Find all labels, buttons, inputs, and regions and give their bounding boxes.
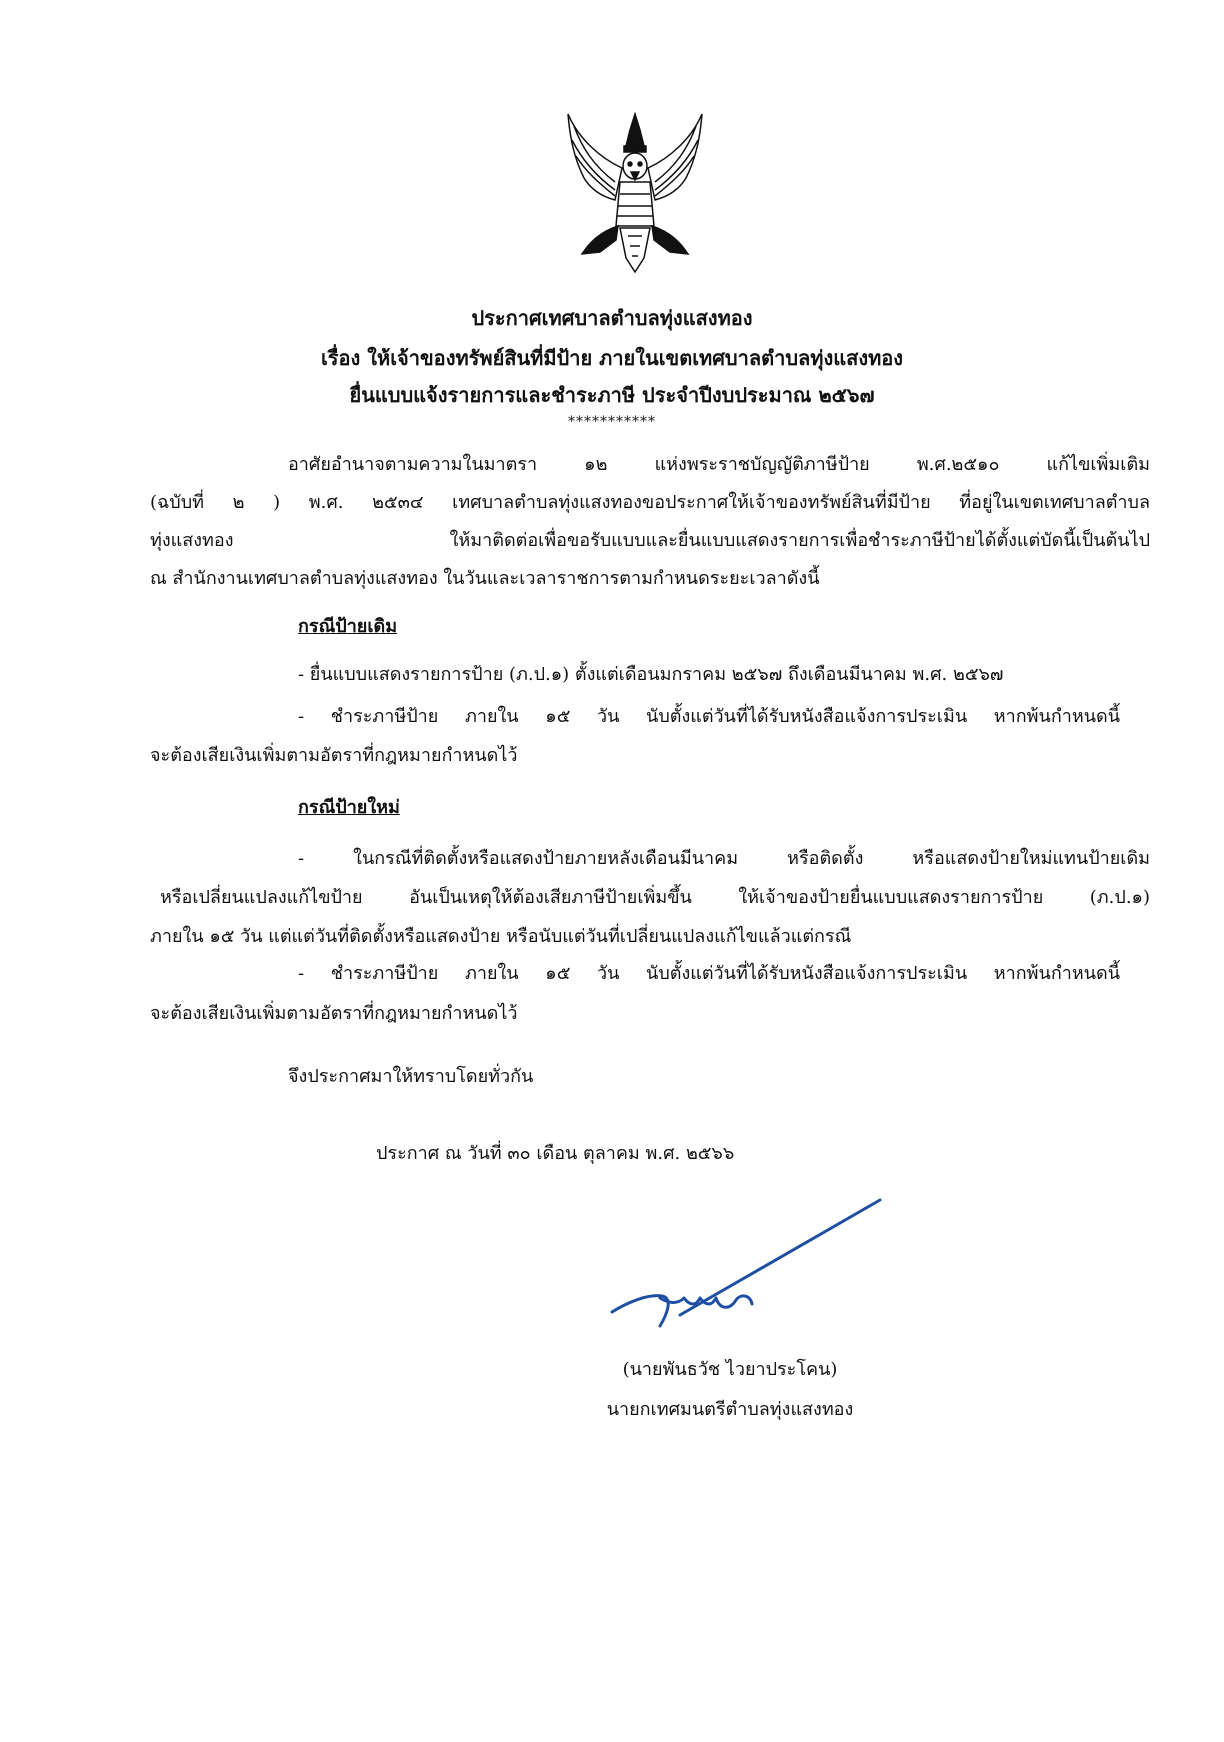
announcement-subject-continued: ยื่นแบบแจ้งรายการและชำระภาษี ประจำปีงบประมาณ ๒๕๖๗: [349, 383, 875, 407]
list-item: - ในกรณีที่ติดตั้งหรือแสดงป้ายภายหลังเดือนมีนาคม หรือติดตั้ง หรือแสดงป้ายใหม่แทนป้ายเดิม: [298, 848, 1150, 869]
paragraph-line: อาศัยอำนาจตามความในมาตรา ๑๒ แห่งพระราชบัญญัติภาษีป้าย พ.ศ.๒๕๑๐ แก้ไขเพิ่มเติม: [288, 454, 1150, 475]
announcement-title: ประกาศเทศบาลตำบลทุ่งแสงทอง: [471, 306, 753, 330]
signature-icon: [600, 1180, 900, 1340]
signatory-name: (นายพันธวัช ไวยาประโคน): [622, 1359, 838, 1380]
list-item: - ชำระภาษีป้าย ภายใน ๑๕ วัน นับตั้งแต่วันที่ได้รับหนังสือแจ้งการประเมิน หากพ้นกำหนดนี้: [298, 963, 1120, 984]
paragraph-line: ทุ่งแสงทอง ให้มาติดต่อเพื่อขอรับแบบและยื่นแบบแสดงรายการเพื่อชำระภาษีป้ายได้ตั้งแต่บัดนี้เป็นต้นไป: [150, 530, 1150, 551]
list-item-continued: ภายใน ๑๕ วัน แต่แต่วันที่ติดตั้งหรือแสดงป้าย หรือนับแต่วันที่เปลี่ยนแปลงแก้ไขแล้วแต่กรณี: [150, 926, 852, 947]
list-item: - ยื่นแบบแสดงรายการป้าย (ภ.ป.๑) ตั้งแต่เดือนมกราคม ๒๕๖๗ ถึงเดือนมีนาคม พ.ศ. ๒๕๖๗: [298, 664, 1004, 685]
paragraph-line: ณ สำนักงานเทศบาลตำบลทุ่งแสงทอง ในวันและเวลาราชการตามกำหนดระยะเวลาดังนี้: [150, 568, 820, 589]
list-item-continued: จะต้องเสียเงินเพิ่มตามอัตราที่กฎหมายกำหนดไว้: [150, 745, 518, 766]
section-heading-old-sign: กรณีป้ายเดิม: [298, 616, 398, 637]
list-item: - ชำระภาษีป้าย ภายใน ๑๕ วัน นับตั้งแต่วันที่ได้รับหนังสือแจ้งการประเมิน หากพ้นกำหนดนี้: [298, 706, 1120, 727]
closing-statement: จึงประกาศมาให้ทราบโดยทั่วกัน: [288, 1066, 534, 1087]
garuda-emblem-icon: [560, 108, 710, 278]
signatory-position: นายกเทศมนตรีตำบลทุ่งแสงทอง: [606, 1399, 854, 1420]
announcement-date: ประกาศ ณ วันที่ ๓๐ เดือน ตุลาคม พ.ศ. ๒๕๖๖: [376, 1143, 735, 1164]
paragraph-line: (ฉบับที่ ๒ ) พ.ศ. ๒๕๓๔ เทศบาลตำบลทุ่งแสงทองขอประกาศให้เจ้าของทรัพย์สินที่มีป้าย ที่อยู่ในเขตเทศบาลตำบล: [150, 492, 1150, 513]
list-item-continued: หรือเปลี่ยนแปลงแก้ไขป้าย อันเป็นเหตุให้ต้องเสียภาษีป้ายเพิ่มขึ้น ให้เจ้าของป้ายยื่นแบบแสดงรายการป้าย (ภ.ป.๑): [160, 887, 1150, 908]
announcement-subject: เรื่อง ให้เจ้าของทรัพย์สินที่มีป้าย ภายในเขตเทศบาลตำบลทุ่งแสงทอง: [320, 346, 904, 370]
section-heading-new-sign: กรณีป้ายใหม่: [298, 797, 400, 818]
header-separator: ***********: [568, 414, 656, 430]
list-item-continued: จะต้องเสียเงินเพิ่มตามอัตราที่กฎหมายกำหนดไว้: [150, 1003, 518, 1024]
